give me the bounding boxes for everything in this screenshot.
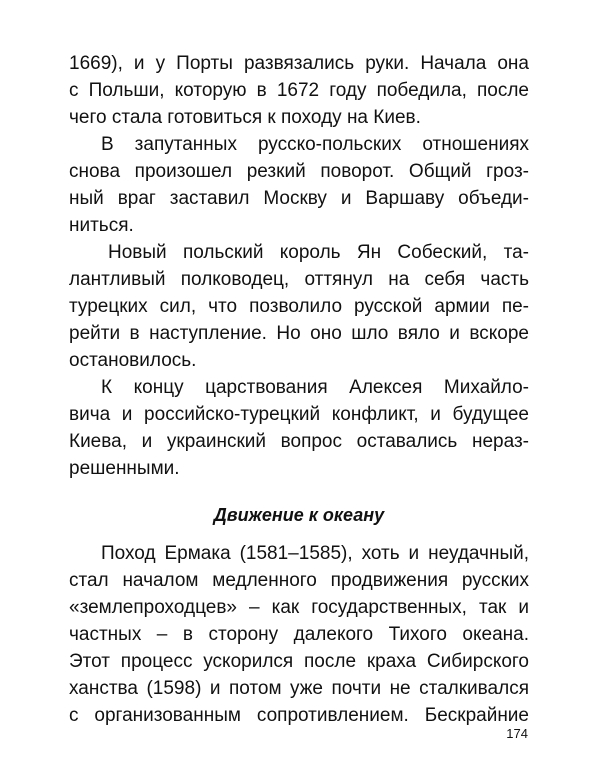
section-paragraph xyxy=(69,540,529,729)
text-line: с Польши, которую в 1672 году победила, после xyxy=(69,80,529,101)
text-line: стал началом медленного продвижения русских xyxy=(69,570,529,591)
paragraph-4 xyxy=(69,374,529,482)
text-line: частных – в сторону далекого Тихого океана. xyxy=(69,624,529,645)
text-line: «землепроходцев» – как государственных, так и xyxy=(69,597,529,618)
text-line: остановилось. xyxy=(69,350,197,371)
text-line: Новый польский король Ян Собеский, та- xyxy=(108,242,529,263)
text-line: ниться. xyxy=(69,215,134,236)
page-body xyxy=(69,50,529,729)
section-heading: Движение к океану xyxy=(213,505,385,525)
text-line: лантливый полководец, оттянул на себя часть xyxy=(69,269,529,290)
page-number: 174 xyxy=(506,726,528,741)
paragraph-3 xyxy=(69,239,529,374)
text-line: вича и российско-турецкий конфликт, и будущее xyxy=(69,404,529,425)
text-line: ный враг заставил Москву и Варшаву объеди- xyxy=(69,188,529,209)
text-line: снова произошел резкий поворот. Общий гроз- xyxy=(69,161,529,182)
paragraph-1 xyxy=(69,50,529,131)
text-line: Киева, и украинский вопрос оставались нераз- xyxy=(69,431,529,452)
text-line: В запутанных русско-польских отношениях xyxy=(101,134,529,155)
text-line: с организованным сопротивлением. Бескрайние xyxy=(69,705,529,726)
text-line: чего стала готовиться к походу на Киев. xyxy=(69,107,421,128)
paragraph-2 xyxy=(69,131,529,239)
text-line: решенными. xyxy=(69,458,180,479)
text-line: К концу царствования Алексея Михайло- xyxy=(101,377,529,398)
text-line: ханства (1598) и потом уже почти не сталкивался xyxy=(69,678,529,699)
text-line: Этот процесс ускорился после краха Сибирского xyxy=(69,651,529,672)
text-line: рейти в наступление. Но оно шло вяло и вскоре xyxy=(69,323,529,344)
text-line: турецких сил, что позволило русской армии пе- xyxy=(69,296,529,317)
text-line: Поход Ермака (1581–1585), хоть и неудачный, xyxy=(101,543,529,564)
text-line: 1669), и у Порты развязались руки. Начала она xyxy=(69,53,529,74)
